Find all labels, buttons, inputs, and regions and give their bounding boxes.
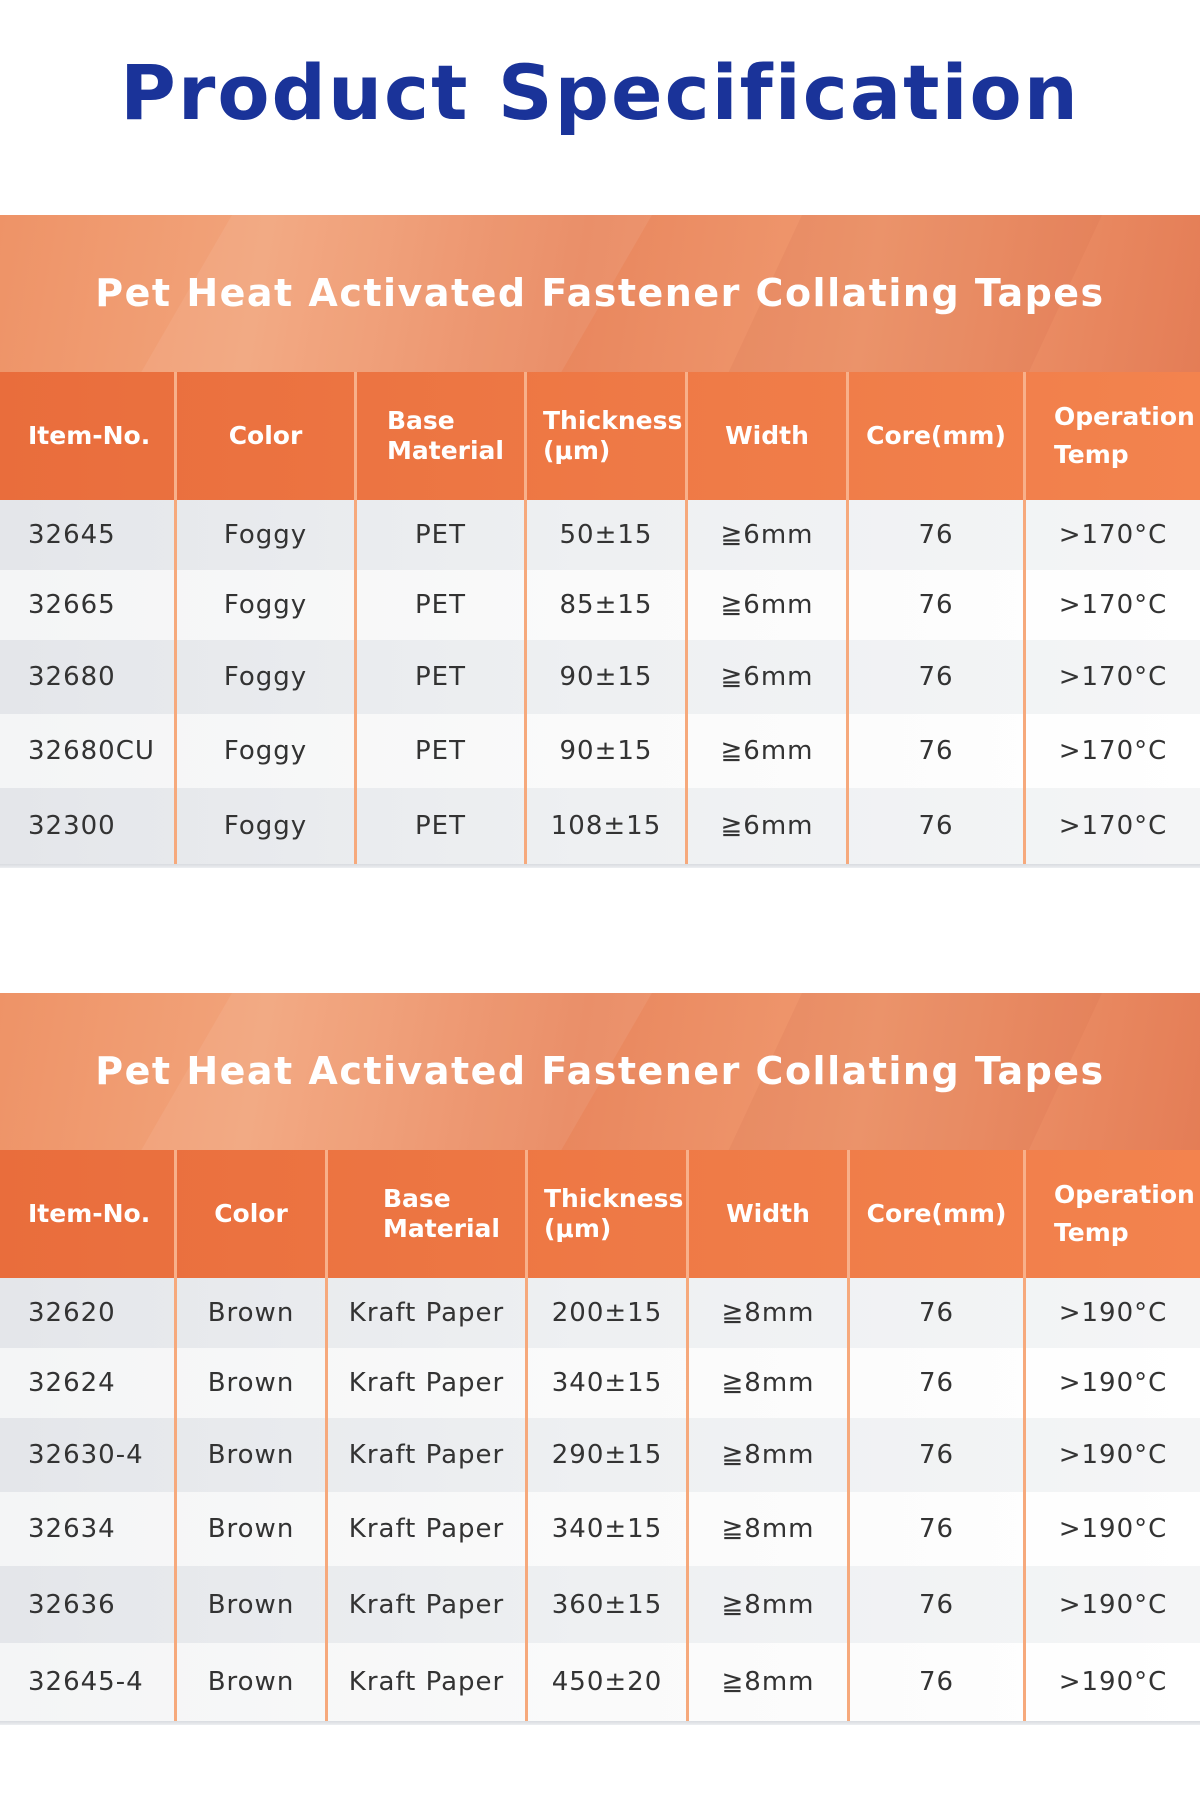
cell-item-no: 32645 (0, 500, 177, 570)
cell-thickness: 200±15 (528, 1278, 689, 1348)
cell-material: Kraft Paper (328, 1643, 528, 1721)
table-row (0, 1348, 1200, 1418)
table-row (0, 1566, 1200, 1643)
table-row (0, 500, 1200, 570)
cell-width: ≧8mm (689, 1643, 850, 1721)
cell-temp: >170°C (1058, 662, 1168, 692)
header-base-material: Base Material (357, 372, 527, 500)
cell-width: ≧6mm (688, 570, 849, 640)
table-banner (0, 215, 1200, 372)
cell-material: PET (357, 640, 527, 714)
cell-color: Foggy (177, 788, 357, 864)
cell-temp: >190°C (1058, 1667, 1168, 1697)
cell-thickness: 90±15 (527, 640, 688, 714)
cell-core: 76 (850, 1418, 1026, 1492)
header-operation-temp: Operation Temp (1054, 1180, 1195, 1247)
header-color: Color (177, 372, 357, 500)
cell-item-no: 32634 (0, 1492, 177, 1566)
table-row (0, 1278, 1200, 1348)
table-row (0, 1643, 1200, 1721)
spec-table-kraft (0, 993, 1200, 1725)
cell-color: Brown (177, 1566, 328, 1643)
table-bottom-edge (0, 864, 1200, 868)
cell-material: PET (357, 714, 527, 788)
cell-thickness: 90±15 (527, 714, 688, 788)
cell-core: 76 (849, 788, 1026, 864)
header-base-material: Base Material (328, 1150, 528, 1278)
cell-color: Brown (177, 1492, 328, 1566)
cell-material: Kraft Paper (328, 1492, 528, 1566)
cell-thickness: 50±15 (527, 500, 688, 570)
cell-width: ≧8mm (689, 1492, 850, 1566)
cell-material: PET (357, 500, 527, 570)
cell-material: PET (357, 788, 527, 864)
table-bottom-edge (0, 1721, 1200, 1725)
header-core: Core(mm) (849, 372, 1026, 500)
cell-width: ≧6mm (688, 714, 849, 788)
cell-thickness: 340±15 (528, 1348, 689, 1418)
table-body (0, 1278, 1200, 1721)
cell-core: 76 (849, 570, 1026, 640)
cell-width: ≧8mm (689, 1348, 850, 1418)
cell-item-no: 32680 (0, 640, 177, 714)
cell-color: Foggy (177, 714, 357, 788)
cell-temp: >190°C (1058, 1298, 1168, 1328)
cell-item-no: 32636 (0, 1566, 177, 1643)
cell-item-no: 32620 (0, 1278, 177, 1348)
table-row (0, 1492, 1200, 1566)
table-row (0, 640, 1200, 714)
cell-width: ≧8mm (689, 1566, 850, 1643)
table-row (0, 570, 1200, 640)
header-width: Width (688, 372, 849, 500)
cell-material: Kraft Paper (328, 1278, 528, 1348)
table-header-row (0, 1150, 1200, 1278)
cell-width: ≧6mm (688, 788, 849, 864)
cell-width: ≧6mm (688, 640, 849, 714)
cell-thickness: 108±15 (527, 788, 688, 864)
cell-temp: >190°C (1058, 1368, 1168, 1398)
header-core: Core(mm) (850, 1150, 1026, 1278)
cell-item-no: 32300 (0, 788, 177, 864)
cell-temp: >170°C (1058, 736, 1168, 766)
cell-item-no: 32665 (0, 570, 177, 640)
cell-core: 76 (850, 1643, 1026, 1721)
header-item-no: Item-No. (0, 1150, 177, 1278)
cell-thickness: 360±15 (528, 1566, 689, 1643)
cell-width: ≧8mm (689, 1418, 850, 1492)
cell-width: ≧8mm (689, 1278, 850, 1348)
cell-color: Foggy (177, 570, 357, 640)
cell-material: Kraft Paper (328, 1566, 528, 1643)
cell-core: 76 (850, 1348, 1026, 1418)
cell-item-no: 32624 (0, 1348, 177, 1418)
header-thickness: Thickness (μm) (527, 372, 688, 500)
cell-core: 76 (850, 1492, 1026, 1566)
cell-material: PET (357, 570, 527, 640)
table-banner (0, 993, 1200, 1150)
header-item-no: Item-No. (0, 372, 177, 500)
header-width: Width (689, 1150, 850, 1278)
cell-color: Brown (177, 1278, 328, 1348)
header-color: Color (177, 1150, 328, 1278)
cell-thickness: 450±20 (528, 1643, 689, 1721)
page-title: Product Specification (120, 48, 1080, 137)
cell-core: 76 (849, 714, 1026, 788)
cell-temp: >170°C (1058, 590, 1168, 620)
spec-table-pet (0, 215, 1200, 868)
cell-material: Kraft Paper (328, 1418, 528, 1492)
cell-color: Foggy (177, 500, 357, 570)
header-thickness: Thickness (μm) (528, 1150, 689, 1278)
cell-core: 76 (849, 500, 1026, 570)
cell-item-no: 32680CU (0, 714, 177, 788)
cell-color: Brown (177, 1643, 328, 1721)
cell-core: 76 (850, 1566, 1026, 1643)
cell-core: 76 (850, 1278, 1026, 1348)
cell-temp: >170°C (1058, 520, 1168, 550)
table-row (0, 1418, 1200, 1492)
cell-temp: >190°C (1058, 1589, 1168, 1620)
table-title: Pet Heat Activated Fastener Collating Tapes (95, 1049, 1105, 1093)
table-row (0, 788, 1200, 864)
table-title: Pet Heat Activated Fastener Collating Tapes (95, 271, 1105, 315)
cell-temp: >190°C (1058, 1440, 1168, 1470)
cell-temp: >190°C (1058, 1514, 1168, 1544)
cell-width: ≧6mm (688, 500, 849, 570)
cell-color: Foggy (177, 640, 357, 714)
cell-thickness: 340±15 (528, 1492, 689, 1566)
table-row (0, 714, 1200, 788)
cell-color: Brown (177, 1348, 328, 1418)
cell-core: 76 (849, 640, 1026, 714)
cell-thickness: 290±15 (528, 1418, 689, 1492)
cell-item-no: 32630-4 (0, 1418, 177, 1492)
cell-item-no: 32645-4 (0, 1643, 177, 1721)
table-body (0, 500, 1200, 864)
cell-material: Kraft Paper (328, 1348, 528, 1418)
table-header-row (0, 372, 1200, 500)
header-operation-temp: Operation Temp (1054, 402, 1195, 469)
cell-thickness: 85±15 (527, 570, 688, 640)
cell-temp: >170°C (1058, 811, 1168, 841)
cell-color: Brown (177, 1418, 328, 1492)
